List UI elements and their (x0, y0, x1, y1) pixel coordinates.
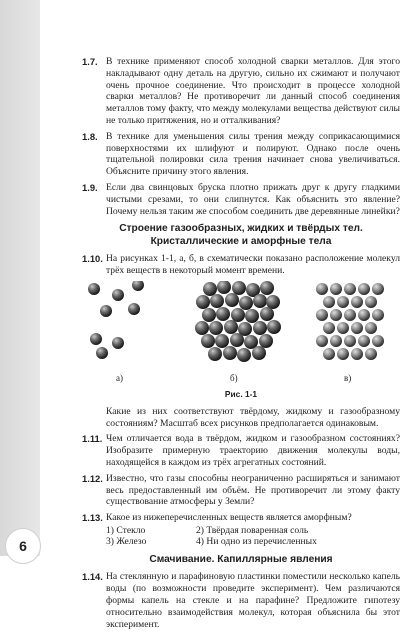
panel-label-c: в) (344, 372, 352, 383)
problem-text: На стеклянную и парафиновую пластинки поместили несколько капель воды (по возможности проведите эксперимент). Чем различаются формы капель на стекле и на парафине? Предложите гипотезу относительно взаимодействия молекул, которая объяснила бы этот эксперимент. (106, 571, 400, 630)
problem-number: 1.12. (82, 472, 103, 484)
problem-number: 1.9. (82, 181, 98, 193)
molecule-circle (112, 337, 124, 349)
solid-molecules-panel (316, 283, 384, 360)
molecule-circle (337, 296, 349, 308)
molecule-circle (344, 335, 356, 347)
section-title-line: Строение газообразных, жидких и твёрдых тел. (119, 223, 363, 235)
molecule-circle (260, 307, 274, 321)
figure-caption: Рис. 1-1 (224, 388, 258, 399)
molecule-circle (195, 321, 209, 335)
molecule-circle (112, 289, 124, 301)
page-margin-bar (0, 0, 40, 556)
problem-1-10 (82, 253, 400, 277)
molecule-circle (208, 347, 222, 361)
molecule-circle (252, 346, 266, 360)
liquid-molecules-panel (195, 281, 281, 362)
molecule-circle (203, 282, 217, 296)
molecule-circle (351, 322, 363, 334)
molecule-circle (96, 347, 108, 359)
molecule-circle (224, 320, 238, 334)
molecule-circle (230, 333, 244, 347)
molecule-circle (231, 308, 245, 322)
molecule-circle (344, 283, 356, 295)
problem-number: 1.14. (82, 571, 103, 583)
molecule-circle (132, 281, 144, 291)
section-title-line: Кристаллические и аморфные тела (150, 235, 332, 247)
molecule-circle (239, 296, 253, 310)
problem-text: В технике для уменьшения силы трения между соприкасающимися поверхностями их шлифуют и полируют. Однако после очень тщательной полировки сила трения начинает снова увеличиваться. Объясните причину этого явления. (106, 130, 400, 178)
problem-1-7 (82, 56, 400, 127)
molecule-circle (90, 333, 102, 345)
molecule-circle (344, 309, 356, 321)
problem-number: 1.7. (82, 56, 98, 67)
molecule-circle (266, 295, 280, 309)
molecule-circle (196, 295, 210, 309)
problem-1-10-continued (82, 406, 400, 430)
page-content (82, 56, 400, 634)
problem-1-14 (82, 571, 400, 630)
molecule-circle (259, 334, 273, 348)
molecule-figure (82, 281, 400, 387)
molecule-circle (316, 283, 328, 295)
molecule-circle (337, 322, 349, 334)
molecule-circle (232, 281, 246, 295)
molecule-circle (253, 321, 267, 335)
molecule-circle (216, 307, 230, 321)
panel-label-a: а) (116, 372, 123, 383)
molecule-circle (237, 348, 251, 362)
molecule-circle (245, 309, 259, 323)
molecule-circle (330, 283, 342, 295)
molecule-circle (316, 309, 328, 321)
molecule-circle (358, 309, 370, 321)
molecule-circle (323, 322, 335, 334)
molecule-circle (217, 281, 231, 294)
molecule-circle (372, 335, 384, 347)
molecule-circle (330, 335, 342, 347)
molecule-circle (223, 346, 237, 360)
molecule-circle (316, 335, 328, 347)
problem-1-11 (82, 433, 400, 468)
molecule-circle (253, 294, 267, 308)
molecule-circle (100, 305, 112, 317)
problem-text: На рисунках 1-1, а, б, в схематически показано расположение молекул трёх веществ в некоторый момент времени. (106, 253, 400, 277)
molecule-diagram (82, 281, 400, 387)
molecule-circle (365, 322, 377, 334)
molecule-circle (323, 348, 335, 360)
problem-number: 1.10. (82, 253, 103, 265)
problem-number: 1.8. (82, 130, 98, 142)
molecule-circle (358, 335, 370, 347)
molecule-circle (267, 320, 281, 334)
problem-text: Какие из них соответствуют твёрдому, жидкому и газообразному состояниям? Масштаб всех рисунков предполагается одинаковым. (106, 405, 400, 429)
molecule-circle (128, 303, 140, 315)
gas-molecules-panel (88, 281, 144, 359)
problem-text: Чем отличается вода в твёрдом, жидком и газообразном состояниях? Изобразите примерную траекторию движения молекулы воды, находящейся в каждом из трёх агрегатных состояний. (106, 433, 400, 468)
problem-1-9 (82, 182, 400, 217)
molecule-circle (202, 308, 216, 322)
molecule-circle (351, 348, 363, 360)
molecule-circle (323, 296, 335, 308)
molecule-circle (372, 309, 384, 321)
answer-option: 1) Стекло (106, 524, 146, 536)
molecule-circle (201, 334, 215, 348)
molecule-circle (358, 283, 370, 295)
panel-label-b: б) (230, 372, 238, 383)
problem-1-13 (82, 512, 400, 524)
molecule-circle (88, 283, 100, 295)
problem-1-8 (82, 131, 400, 178)
answer-options (106, 525, 400, 548)
molecule-circle (209, 321, 223, 335)
molecule-circle (210, 294, 224, 308)
answer-option: 3) Железо (106, 536, 147, 548)
answer-option: 2) Твёрдая поваренная соль (196, 524, 309, 536)
problem-text: Какое из нижеперечисленных веществ является аморфным? (106, 512, 352, 524)
molecule-circle (330, 309, 342, 321)
problem-text: Известно, что газы способны неограниченно расширяться и занимают весь предоставленный им объём. Не противоречит ли этому факту существование атмосферы у Земли? (106, 472, 400, 508)
molecule-circle (337, 348, 349, 360)
answer-option: 4) Ни одно из перечисленных (196, 536, 317, 548)
molecule-circle (260, 281, 274, 295)
molecule-circle (225, 293, 239, 307)
molecule-circle (365, 296, 377, 308)
section-title-wetting: Смачивание. Капиллярные явления (149, 553, 333, 565)
section-title-structure (82, 223, 400, 248)
problem-text: Если два свинцовых бруска плотно прижать друг к другу гладкими чистыми срезами, то они слипнутся. Как объяснить это явление? Почему нельзя таким же способом соединить две деревянные линейки? (106, 181, 400, 217)
molecule-circle (365, 348, 377, 360)
problem-number: 1.11. (82, 433, 103, 445)
problem-text: В технике применяют способ холодной сварки металлов. Для этого накладывают одну деталь на другую, сильно их сжимают и получают очень прочное соединение. Что происходит в процессе холодной сварки металлов? Не противоречит ли данный способ соединения металлов тому факту, что между молекулами вещества действуют силы не только притяжения, но и отталкивания? (106, 56, 400, 126)
molecule-circle (372, 283, 384, 295)
page-number: 6 (5, 528, 41, 564)
molecule-circle (215, 334, 229, 348)
molecule-circle (351, 296, 363, 308)
problem-number: 1.13. (82, 512, 103, 524)
problem-1-12 (82, 473, 400, 508)
